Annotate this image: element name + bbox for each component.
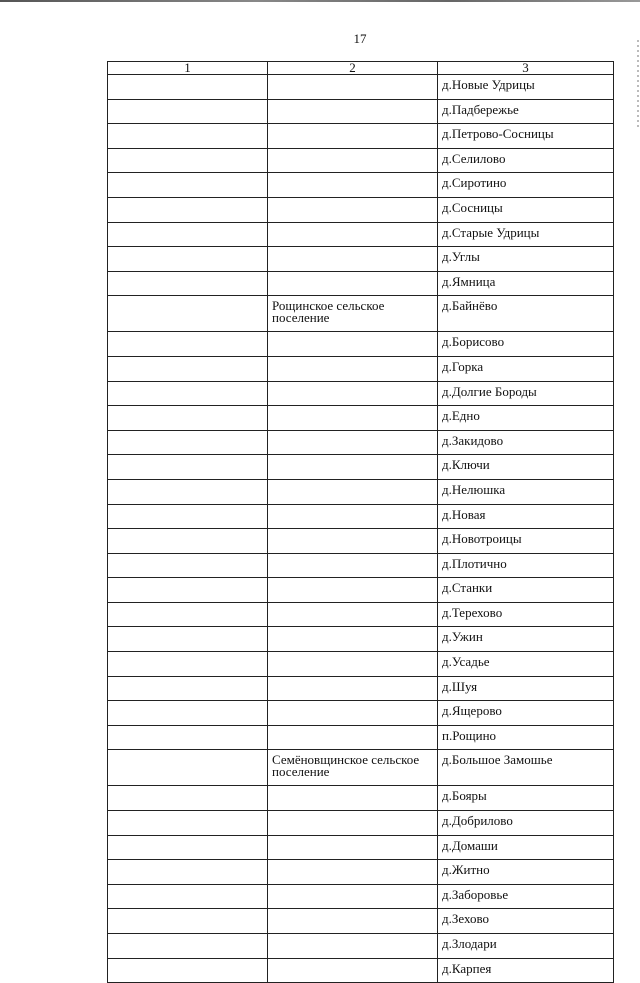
table-row (108, 222, 614, 247)
cell-settlement (268, 455, 438, 480)
cell-settlement (268, 811, 438, 836)
cell-village: д.Новотроицы (438, 529, 614, 554)
cell-settlement (268, 332, 438, 357)
cell-settlement (268, 835, 438, 860)
cell-settlement (268, 479, 438, 504)
cell-column-1 (108, 296, 268, 332)
cell-column-1 (108, 676, 268, 701)
page-number: 17 (353, 31, 367, 46)
scan-margin-mark (637, 40, 639, 130)
table-row (108, 296, 614, 332)
cell-column-1 (108, 934, 268, 959)
cell-column-1 (108, 909, 268, 934)
cell-settlement (268, 529, 438, 554)
table-row (108, 124, 614, 149)
table-row (108, 430, 614, 455)
table-row (108, 504, 614, 529)
cell-column-1 (108, 271, 268, 296)
cell-column-1 (108, 356, 268, 381)
cell-village: д.Петрово-Сосницы (438, 124, 614, 149)
cell-village: д.Новые Удрицы (438, 75, 614, 100)
cell-village: п.Рощино (438, 725, 614, 750)
cell-settlement (268, 381, 438, 406)
cell-village: д.Нелюшка (438, 479, 614, 504)
cell-settlement (268, 786, 438, 811)
cell-village: д.Карпея (438, 958, 614, 983)
cell-column-1 (108, 479, 268, 504)
cell-village: д.Долгие Бороды (438, 381, 614, 406)
cell-village: д.Бояры (438, 786, 614, 811)
cell-village: д.Сосницы (438, 197, 614, 222)
cell-village: д.Домаши (438, 835, 614, 860)
cell-village: д.Селилово (438, 148, 614, 173)
table-row (108, 356, 614, 381)
table-row (108, 676, 614, 701)
column-header-1: 1 (108, 62, 268, 75)
cell-column-1 (108, 529, 268, 554)
table-row (108, 455, 614, 480)
table-row (108, 725, 614, 750)
table-row (108, 860, 614, 885)
table-row (108, 553, 614, 578)
table-row (108, 958, 614, 983)
table-row (108, 652, 614, 677)
table-row (108, 381, 614, 406)
table-row (108, 406, 614, 431)
cell-column-1 (108, 222, 268, 247)
cell-settlement (268, 676, 438, 701)
table-row (108, 578, 614, 603)
table-row (108, 529, 614, 554)
cell-column-1 (108, 148, 268, 173)
table-row (108, 99, 614, 124)
cell-settlement (268, 197, 438, 222)
cell-settlement (268, 602, 438, 627)
cell-settlement (268, 958, 438, 983)
cell-column-1 (108, 602, 268, 627)
table-row (108, 479, 614, 504)
cell-settlement (268, 99, 438, 124)
cell-column-1 (108, 725, 268, 750)
table-row (108, 835, 614, 860)
cell-settlement (268, 578, 438, 603)
table-header-row (108, 62, 614, 75)
cell-settlement (268, 222, 438, 247)
cell-village: д.Падбережье (438, 99, 614, 124)
table-row (108, 271, 614, 296)
cell-column-1 (108, 197, 268, 222)
table-row (108, 197, 614, 222)
cell-settlement (268, 148, 438, 173)
cell-column-1 (108, 504, 268, 529)
cell-village: д.Зехово (438, 909, 614, 934)
table-row (108, 909, 614, 934)
table-row (108, 332, 614, 357)
table-row (108, 811, 614, 836)
table-row (108, 247, 614, 272)
cell-column-1 (108, 860, 268, 885)
cell-settlement (268, 725, 438, 750)
table-row (108, 602, 614, 627)
cell-village: д.Шуя (438, 676, 614, 701)
table-row (108, 701, 614, 726)
cell-column-1 (108, 958, 268, 983)
cell-column-1 (108, 99, 268, 124)
cell-settlement: Рощинское сельское поселение (268, 296, 438, 332)
cell-village: д.Старые Удрицы (438, 222, 614, 247)
cell-village: д.Новая (438, 504, 614, 529)
cell-settlement (268, 884, 438, 909)
column-header-2: 2 (268, 62, 438, 75)
cell-village: д.Добрилово (438, 811, 614, 836)
cell-column-1 (108, 173, 268, 198)
cell-settlement (268, 356, 438, 381)
cell-settlement (268, 124, 438, 149)
cell-village: д.Углы (438, 247, 614, 272)
cell-settlement (268, 627, 438, 652)
cell-column-1 (108, 381, 268, 406)
cell-village: д.Заборовье (438, 884, 614, 909)
cell-column-1 (108, 406, 268, 431)
cell-village: д.Борисово (438, 332, 614, 357)
cell-settlement (268, 860, 438, 885)
cell-village: д.Ужин (438, 627, 614, 652)
cell-village: д.Ямница (438, 271, 614, 296)
cell-village: д.Житно (438, 860, 614, 885)
cell-settlement (268, 909, 438, 934)
cell-settlement (268, 652, 438, 677)
table-row (108, 786, 614, 811)
cell-column-1 (108, 627, 268, 652)
cell-settlement (268, 430, 438, 455)
cell-column-1 (108, 430, 268, 455)
cell-column-1 (108, 811, 268, 836)
cell-village: д.Плотично (438, 553, 614, 578)
cell-village: д.Злодари (438, 934, 614, 959)
table-row (108, 934, 614, 959)
cell-column-1 (108, 455, 268, 480)
column-header-3: 3 (438, 62, 614, 75)
cell-village: д.Ключи (438, 455, 614, 480)
cell-column-1 (108, 884, 268, 909)
table-row (108, 148, 614, 173)
cell-column-1 (108, 124, 268, 149)
cell-settlement (268, 271, 438, 296)
table-row (108, 75, 614, 100)
cell-column-1 (108, 701, 268, 726)
cell-settlement (268, 173, 438, 198)
cell-village: д.Усадье (438, 652, 614, 677)
table-row (108, 750, 614, 786)
cell-settlement (268, 504, 438, 529)
cell-column-1 (108, 786, 268, 811)
cell-settlement (268, 701, 438, 726)
cell-column-1 (108, 75, 268, 100)
cell-settlement (268, 75, 438, 100)
cell-village: д.Терехово (438, 602, 614, 627)
cell-column-1 (108, 332, 268, 357)
cell-village: д.Закидово (438, 430, 614, 455)
table-row (108, 884, 614, 909)
cell-column-1 (108, 247, 268, 272)
cell-village: д.Большое Замошье (438, 750, 614, 786)
cell-column-1 (108, 652, 268, 677)
cell-village: д.Едно (438, 406, 614, 431)
settlements-table (107, 61, 614, 983)
cell-village: д.Станки (438, 578, 614, 603)
cell-settlement (268, 406, 438, 431)
cell-village: д.Горка (438, 356, 614, 381)
table-row (108, 173, 614, 198)
cell-settlement (268, 553, 438, 578)
cell-settlement (268, 934, 438, 959)
cell-settlement (268, 247, 438, 272)
table-body (108, 75, 614, 983)
cell-column-1 (108, 750, 268, 786)
cell-column-1 (108, 835, 268, 860)
scan-top-edge (0, 0, 640, 2)
table-row (108, 627, 614, 652)
cell-settlement: Семёновщинское сельское поселение (268, 750, 438, 786)
cell-village: д.Ящерово (438, 701, 614, 726)
cell-column-1 (108, 553, 268, 578)
cell-village: д.Сиротино (438, 173, 614, 198)
cell-village: д.Байнёво (438, 296, 614, 332)
cell-column-1 (108, 578, 268, 603)
